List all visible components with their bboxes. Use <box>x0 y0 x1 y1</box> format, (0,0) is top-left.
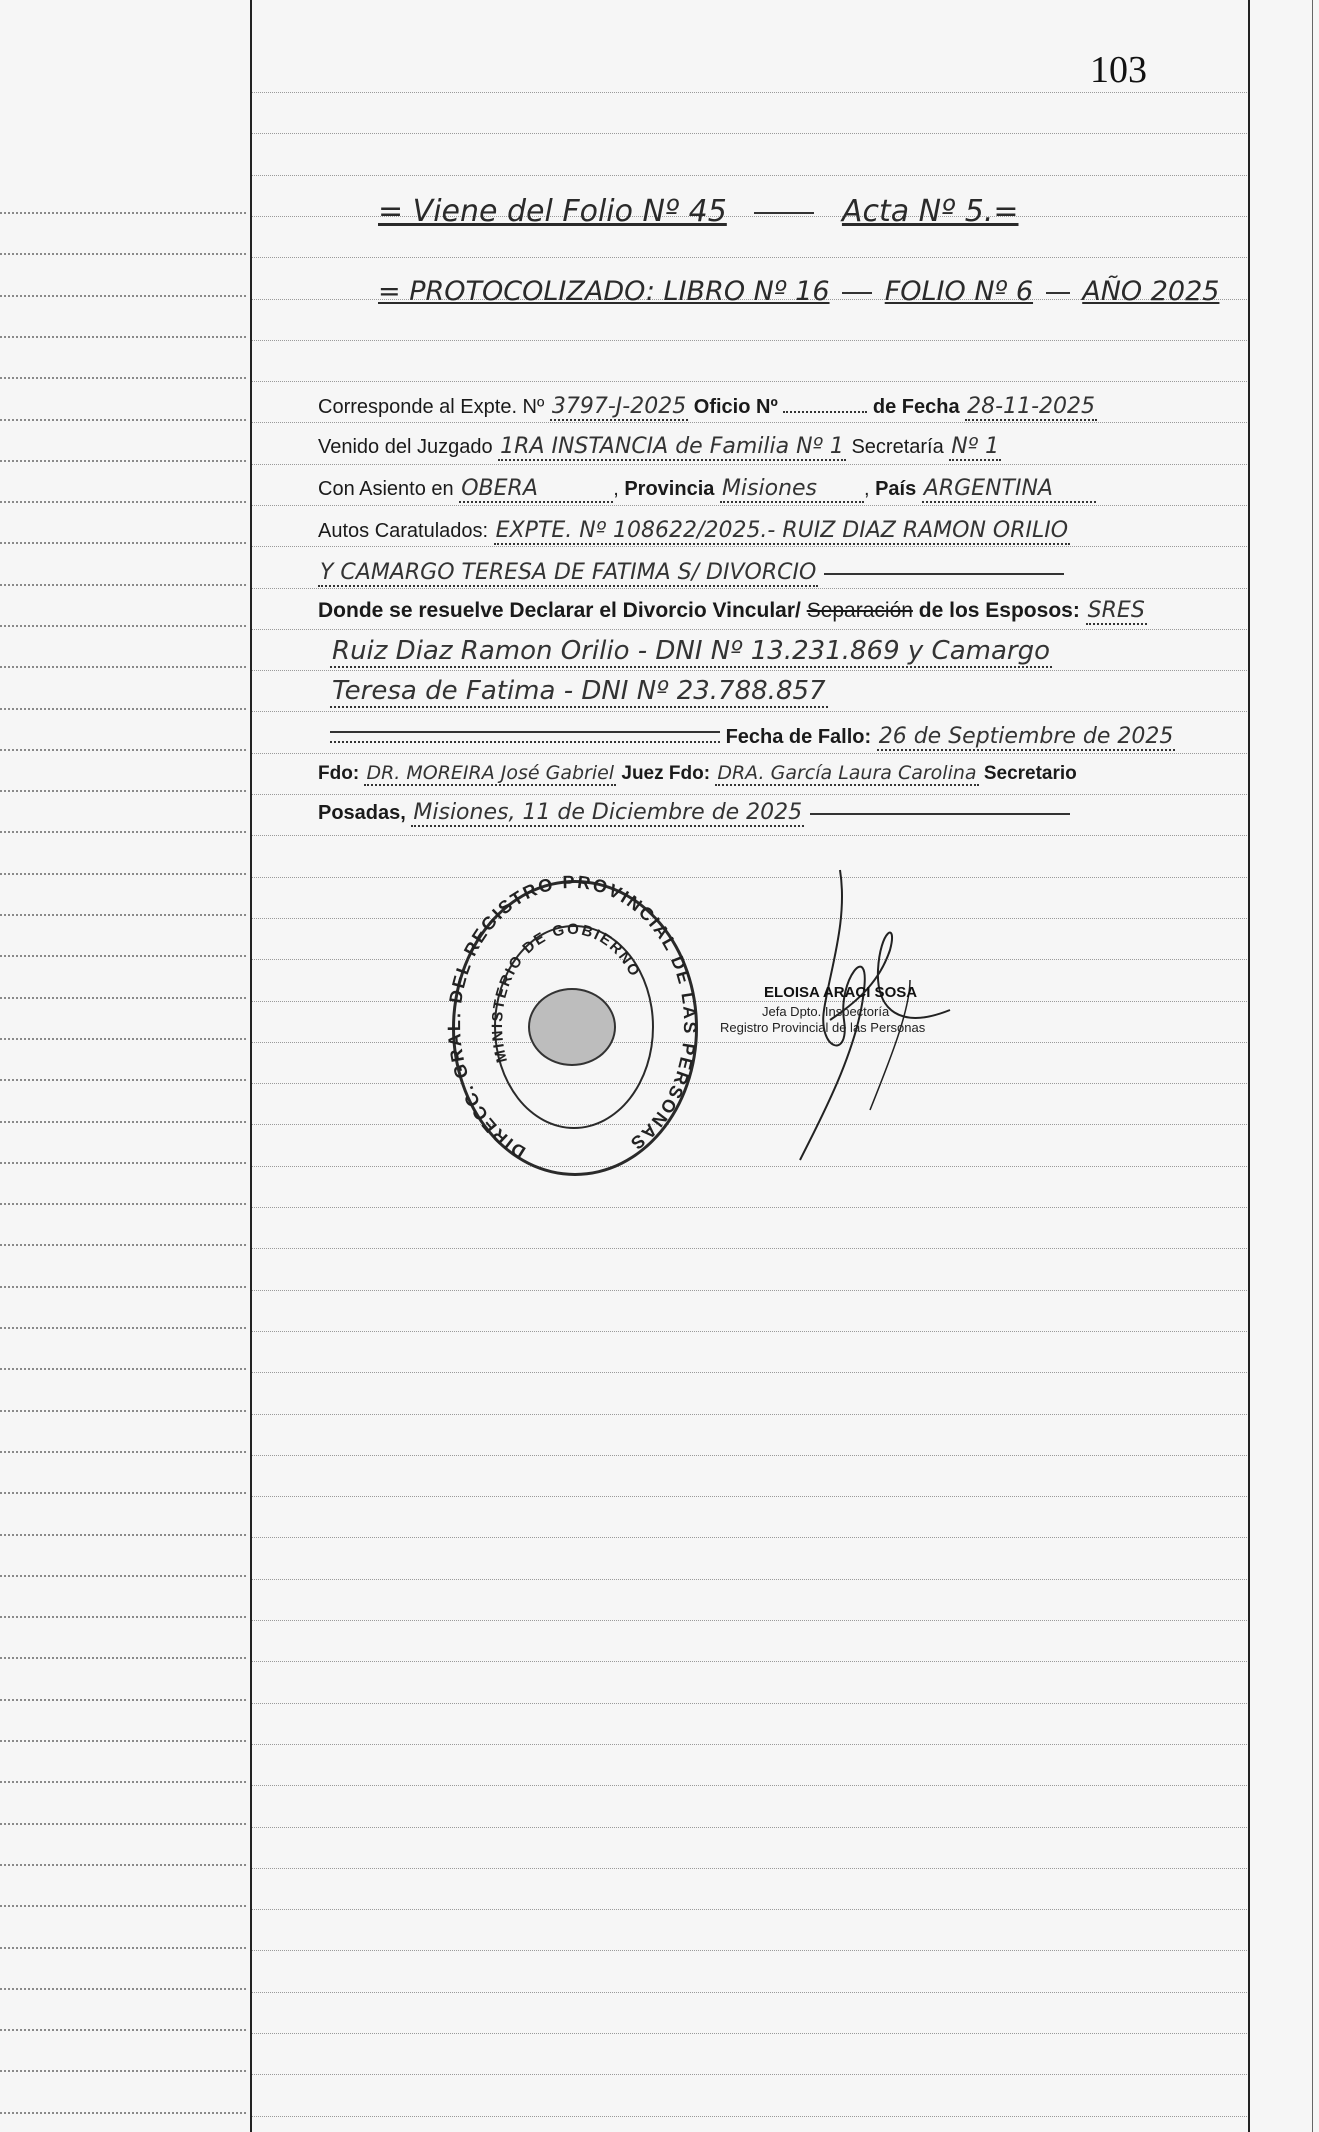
form-row-esposos-1 <box>330 636 1052 666</box>
ruled-line <box>252 133 1247 134</box>
ruled-line <box>252 1166 1247 1167</box>
fdo-label: Fdo: <box>318 763 360 784</box>
strip-line <box>0 1327 246 1329</box>
ruled-line <box>252 546 1247 547</box>
strip-line <box>0 1575 246 1577</box>
strip-line <box>0 1121 246 1123</box>
fecha-label: de Fecha <box>872 396 960 418</box>
secretaria-label: Secretaría <box>851 436 944 458</box>
ruled-line <box>252 588 1247 589</box>
strip-line <box>0 1988 246 1990</box>
header-line-2 <box>378 276 1219 307</box>
ruled-line <box>252 1661 1247 1662</box>
pais-label: País <box>875 478 917 500</box>
provincia-value: Misiones <box>720 476 864 503</box>
strip-line <box>0 419 246 421</box>
strip-line <box>0 501 246 503</box>
strip-line <box>0 1038 246 1040</box>
secretario-label: Secretario <box>983 763 1077 784</box>
esposos-label: de los Esposos: <box>918 599 1080 622</box>
separacion-label: Separación <box>806 599 913 622</box>
ruled-line <box>252 1785 1247 1786</box>
dash-separator <box>754 212 814 214</box>
strip-line <box>0 1492 246 1494</box>
form-row-autos <box>318 518 1070 543</box>
strip-line <box>0 1534 246 1536</box>
fdo-juez-value: DR. MOREIRA José Gabriel <box>366 762 615 784</box>
strip-line <box>0 790 246 792</box>
ruled-line <box>252 1001 1247 1002</box>
esposos-value-0: SRES <box>1087 598 1145 623</box>
ruled-line <box>252 464 1247 465</box>
form-row-autos-2 <box>318 560 1064 585</box>
strip-line <box>0 1823 246 1825</box>
ruled-line <box>252 1909 1247 1910</box>
ruled-line <box>252 1455 1247 1456</box>
dash-separator <box>1046 292 1070 294</box>
strip-line <box>0 1368 246 1370</box>
ruled-line <box>252 2116 1247 2117</box>
strip-line <box>0 666 246 668</box>
header-line-1 <box>378 194 1019 229</box>
ruled-line <box>252 175 1247 176</box>
pais-value: ARGENTINA <box>922 476 1096 503</box>
expte-label: Corresponde al Expte. Nº <box>318 396 545 418</box>
fill-line <box>810 813 1070 815</box>
provincia-label: Provincia <box>624 478 715 500</box>
protocolizado-libro: = PROTOCOLIZADO: LIBRO Nº 16 <box>378 276 830 307</box>
autos-value-1: EXPTE. Nº 108622/2025.- RUIZ DIAZ RAMON ORILIO <box>495 518 1069 543</box>
ruled-line <box>252 1827 1247 1828</box>
ruled-line <box>252 711 1247 712</box>
fdo-secretario-value: DRA. García Laura Carolina <box>717 762 977 784</box>
ruled-line <box>252 670 1247 671</box>
ruled-line <box>252 794 1247 795</box>
ruled-line <box>252 1042 1247 1043</box>
ruled-line <box>252 1620 1247 1621</box>
strip-line <box>0 625 246 627</box>
form-row-fallo <box>330 724 1175 749</box>
strip-line <box>0 955 246 957</box>
form-row-expte <box>318 394 1097 419</box>
margin-line-left <box>250 0 252 2132</box>
strip-line <box>0 997 246 999</box>
seal-inner-text: MINISTERIO DE GOBIERNO <box>488 920 644 1065</box>
esposos-value-2: Teresa de Fatima - DNI Nº 23.788.857 <box>332 676 826 706</box>
fallo-label: Fecha de Fallo: <box>725 726 872 748</box>
expte-value: 3797-J-2025 <box>551 394 687 419</box>
ruled-line <box>252 1744 1247 1745</box>
ruled-line <box>252 381 1247 382</box>
autos-value-2: Y CAMARGO TERESA DE FATIMA S/ DIVORCIO <box>320 560 817 585</box>
strip-line <box>0 336 246 338</box>
strip-line <box>0 2070 246 2072</box>
strip-line <box>0 1616 246 1618</box>
ruled-line <box>252 1372 1247 1373</box>
strip-line <box>0 708 246 710</box>
folio-info: FOLIO Nº 6 <box>884 276 1034 307</box>
left-margin-strip <box>0 0 250 2132</box>
viene-del-folio: = Viene del Folio Nº 45 <box>378 194 727 229</box>
strip-line <box>0 873 246 875</box>
esposos-value-1: Ruiz Diaz Ramon Orilio - DNI Nº 13.231.869 y Camargo <box>332 636 1050 666</box>
form-row-fdo <box>318 762 1077 785</box>
fdo2-label: Fdo: <box>668 763 711 784</box>
strip-line <box>0 212 246 214</box>
fill-line <box>330 741 720 743</box>
form-row-donde <box>318 598 1147 623</box>
secretaria-value: Nº 1 <box>951 434 1000 459</box>
ruled-line <box>252 92 1247 93</box>
strip-line <box>0 1451 246 1453</box>
strip-line <box>0 377 246 379</box>
ruled-line <box>252 1414 1247 1415</box>
autos-label: Autos Caratulados: <box>318 520 489 542</box>
ruled-line <box>252 422 1247 423</box>
ruled-line <box>252 1537 1247 1538</box>
asiento-label: Con Asiento en <box>318 478 454 500</box>
strip-line <box>0 295 246 297</box>
ruled-line <box>252 1248 1247 1249</box>
oficio-label: Oficio Nº <box>693 396 778 418</box>
ruled-line <box>252 1290 1247 1291</box>
ruled-line <box>252 1207 1247 1208</box>
stamp-title: Jefa Dpto. Inspectoría <box>762 1004 890 1019</box>
donde-label: Donde se resuelve Declarar el Divorcio Vincular/ <box>318 599 801 622</box>
ruled-line <box>252 918 1247 919</box>
strip-line <box>0 1079 246 1081</box>
asiento-value: OBERA <box>459 476 613 503</box>
ruled-line <box>252 340 1247 341</box>
fallo-value: 26 de Septiembre de 2025 <box>878 724 1174 749</box>
ruled-line <box>252 753 1247 754</box>
seal-text-svg <box>440 868 704 1182</box>
juez-label: Juez <box>621 763 664 784</box>
ruled-line <box>252 1992 1247 1993</box>
form-row-asiento: Con Asiento en OBERA , Provincia Misiones , País ARGENTINA <box>318 476 1096 503</box>
strip-line <box>0 2112 246 2114</box>
ruled-line <box>252 629 1247 630</box>
ruled-line <box>252 257 1247 258</box>
ruled-line <box>252 2074 1247 2075</box>
juzgado-label: Venido del Juzgado <box>318 436 493 458</box>
strip-line <box>0 1286 246 1288</box>
strip-line <box>0 1699 246 1701</box>
folio-number: 103 <box>1090 49 1147 91</box>
ruled-line <box>252 835 1247 836</box>
year-info: AÑO 2025 <box>1082 276 1220 307</box>
stamp-name: ELOISA ARACI SOSA <box>764 984 918 1001</box>
strip-line <box>0 1864 246 1866</box>
ruled-line <box>252 1496 1247 1497</box>
ruled-line <box>252 505 1247 506</box>
oficio-value <box>783 411 867 413</box>
strip-line <box>0 253 246 255</box>
page-edge-line <box>1312 0 1313 2132</box>
posadas-value: Misiones, 11 de Diciembre de 2025 <box>413 800 803 825</box>
strip-line <box>0 914 246 916</box>
strip-line <box>0 1657 246 1659</box>
strip-line <box>0 1162 246 1164</box>
juzgado-value: 1RA INSTANCIA de Familia Nº 1 <box>500 434 844 459</box>
fill-line <box>824 573 1064 575</box>
strip-line <box>0 2029 246 2031</box>
stamp-org: Registro Provincial de las Personas <box>720 1020 926 1035</box>
ruled-line <box>252 1579 1247 1580</box>
posadas-label: Posadas, <box>318 802 406 824</box>
ruled-line <box>252 1083 1247 1084</box>
ruled-line <box>252 877 1247 878</box>
margin-line-right <box>1248 0 1250 2132</box>
strip-line <box>0 1244 246 1246</box>
dash-separator <box>842 292 872 294</box>
form-row-juzgado <box>318 434 1001 459</box>
ruled-line <box>252 2033 1247 2034</box>
strip-line <box>0 1947 246 1949</box>
form-row-esposos-2 <box>330 676 828 706</box>
strip-line <box>0 542 246 544</box>
strip-line <box>0 1203 246 1205</box>
strip-line <box>0 1781 246 1783</box>
acta-number: Acta Nº 5.= <box>841 194 1019 229</box>
strip-line <box>0 1410 246 1412</box>
strip-line <box>0 1740 246 1742</box>
form-row-posadas <box>318 800 1070 825</box>
fecha-value: 28-11-2025 <box>967 394 1096 419</box>
strip-line <box>0 584 246 586</box>
ruled-line <box>252 1703 1247 1704</box>
ruled-line <box>252 1950 1247 1951</box>
ruled-line <box>252 1124 1247 1125</box>
strip-line <box>0 749 246 751</box>
strip-line <box>0 1905 246 1907</box>
ruled-line <box>252 959 1247 960</box>
ruled-line <box>252 1331 1247 1332</box>
ruled-line <box>252 1868 1247 1869</box>
strip-line <box>0 460 246 462</box>
strip-line <box>0 831 246 833</box>
seal-outer-text: DIRECC. GRAL. DEL REGISTRO PROVINCIAL DE LAS PERSONAS <box>444 871 701 1163</box>
